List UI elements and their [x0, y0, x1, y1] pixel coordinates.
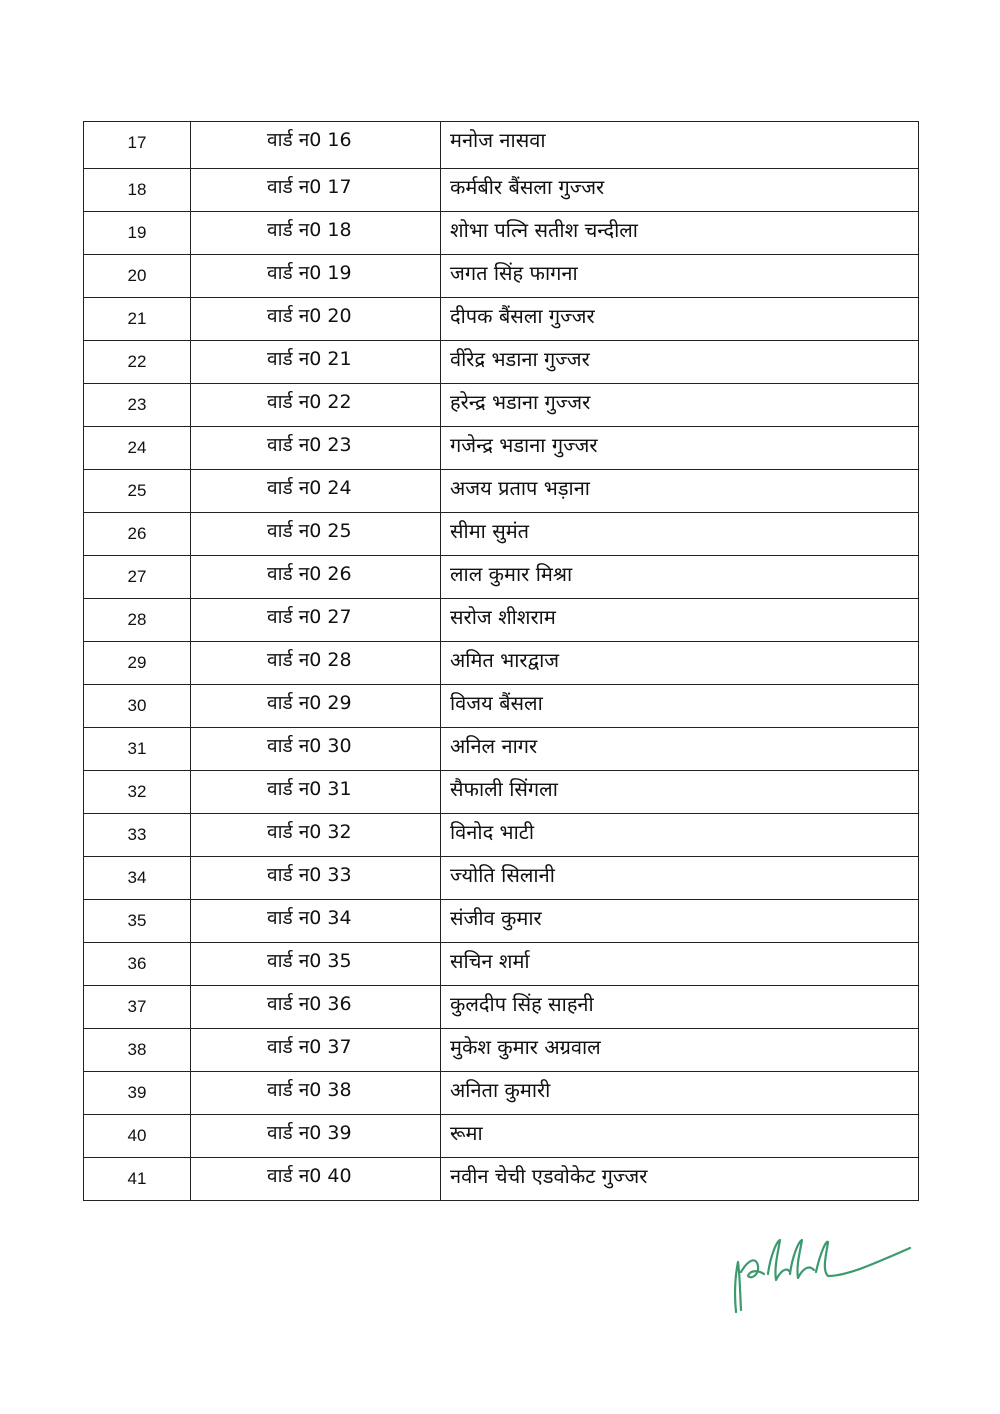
- table-row: [84, 1072, 919, 1115]
- table-row: [84, 427, 919, 470]
- serial-number-cell: [84, 857, 191, 900]
- table-row: [84, 986, 919, 1029]
- serial-number: 40: [127, 1126, 147, 1145]
- ward-number-cell: [191, 513, 441, 556]
- table-row: [84, 212, 919, 255]
- ward-number-cell: [191, 599, 441, 642]
- serial-number-cell: [84, 771, 191, 814]
- table-row: [84, 384, 919, 427]
- ward-number: वार्ड न0 17: [267, 176, 352, 198]
- serial-number-cell: [84, 599, 191, 642]
- ward-number: वार्ड न0 29: [267, 692, 352, 714]
- table-row: [84, 122, 919, 169]
- candidate-name-cell: [441, 556, 919, 599]
- candidate-name-cell: [441, 1115, 919, 1158]
- table-row: [84, 255, 919, 298]
- ward-number: वार्ड न0 30: [267, 735, 352, 757]
- serial-number-cell: [84, 384, 191, 427]
- candidate-name: सैफाली सिंगला: [450, 777, 558, 801]
- candidate-name: रूमा: [450, 1121, 483, 1145]
- serial-number-cell: [84, 1115, 191, 1158]
- table-row: [84, 771, 919, 814]
- table-row: [84, 341, 919, 384]
- table-row: [84, 900, 919, 943]
- serial-number-cell: [84, 986, 191, 1029]
- ward-number: वार्ड न0 21: [267, 348, 352, 370]
- ward-number-cell: [191, 1158, 441, 1201]
- candidate-name-cell: [441, 814, 919, 857]
- serial-number: 31: [127, 739, 147, 758]
- candidate-name: सीमा सुमंत: [450, 519, 530, 543]
- serial-number-cell: [84, 298, 191, 341]
- candidate-name: अनिल नागर: [450, 734, 538, 758]
- table-row: [84, 857, 919, 900]
- candidate-name-cell: [441, 341, 919, 384]
- ward-number-cell: [191, 943, 441, 986]
- serial-number-cell: [84, 685, 191, 728]
- serial-number: 20: [127, 266, 147, 285]
- serial-number: 19: [127, 223, 147, 242]
- ward-number: वार्ड न0 20: [267, 305, 352, 327]
- serial-number-cell: [84, 814, 191, 857]
- ward-number: वार्ड न0 18: [267, 219, 352, 241]
- serial-number: 23: [127, 395, 147, 414]
- serial-number-cell: [84, 212, 191, 255]
- ward-number-cell: [191, 384, 441, 427]
- ward-number: वार्ड न0 32: [267, 821, 352, 843]
- candidate-name-cell: [441, 169, 919, 212]
- candidate-name-cell: [441, 900, 919, 943]
- serial-number-cell: [84, 943, 191, 986]
- ward-number-cell: [191, 814, 441, 857]
- ward-number: वार्ड न0 22: [267, 391, 352, 413]
- ward-number: वार्ड न0 33: [267, 864, 352, 886]
- ward-number: वार्ड न0 19: [267, 262, 352, 284]
- table-row: [84, 642, 919, 685]
- serial-number: 21: [127, 309, 147, 328]
- serial-number: 24: [127, 438, 147, 457]
- candidate-name-cell: [441, 1072, 919, 1115]
- ward-number: वार्ड न0 23: [267, 434, 352, 456]
- candidate-name-cell: [441, 122, 919, 169]
- candidate-name: कर्मबीर बैंसला गुज्जर: [450, 175, 605, 199]
- ward-number: वार्ड न0 34: [267, 907, 352, 929]
- candidate-name: हरेन्द्र भडाना गुज्जर: [450, 390, 591, 414]
- serial-number: 26: [127, 524, 147, 543]
- serial-number-cell: [84, 470, 191, 513]
- candidate-name-cell: [441, 427, 919, 470]
- ward-number-cell: [191, 685, 441, 728]
- ward-number-cell: [191, 1115, 441, 1158]
- table-row: [84, 685, 919, 728]
- candidate-name: दीपक बैंसला गुज्जर: [450, 304, 595, 328]
- serial-number: 17: [127, 133, 147, 152]
- ward-number-cell: [191, 470, 441, 513]
- serial-number-cell: [84, 341, 191, 384]
- ward-number-cell: [191, 1029, 441, 1072]
- ward-number: वार्ड न0 24: [267, 477, 352, 499]
- ward-number: वार्ड न0 39: [267, 1122, 352, 1144]
- table-row: [84, 728, 919, 771]
- ward-number-cell: [191, 900, 441, 943]
- candidate-name: सचिन शर्मा: [450, 949, 530, 973]
- table-row: [84, 169, 919, 212]
- candidate-name-cell: [441, 599, 919, 642]
- table-row: [84, 470, 919, 513]
- ward-number-cell: [191, 771, 441, 814]
- serial-number: 35: [127, 911, 147, 930]
- ward-number: वार्ड न0 36: [267, 993, 352, 1015]
- serial-number: 32: [127, 782, 147, 801]
- candidate-name-cell: [441, 212, 919, 255]
- candidate-name: मनोज नासवा: [450, 128, 546, 152]
- serial-number: 34: [127, 868, 147, 887]
- serial-number-cell: [84, 255, 191, 298]
- ward-number-cell: [191, 986, 441, 1029]
- ward-number-cell: [191, 255, 441, 298]
- serial-number: 25: [127, 481, 147, 500]
- ward-number: वार्ड न0 31: [267, 778, 352, 800]
- ward-number-cell: [191, 122, 441, 169]
- ward-number-cell: [191, 169, 441, 212]
- candidate-name: अमित भारद्वाज: [450, 648, 560, 672]
- ward-number: वार्ड न0 38: [267, 1079, 352, 1101]
- candidate-name-cell: [441, 384, 919, 427]
- candidate-name-cell: [441, 685, 919, 728]
- serial-number: 41: [127, 1169, 147, 1188]
- candidate-name-cell: [441, 642, 919, 685]
- ward-number-cell: [191, 728, 441, 771]
- ward-number-cell: [191, 857, 441, 900]
- ward-number-cell: [191, 427, 441, 470]
- candidate-name: वींरेद्र भडाना गुज्जर: [450, 347, 590, 371]
- table-row: [84, 599, 919, 642]
- ward-number: वार्ड न0 27: [267, 606, 352, 628]
- ward-number: वार्ड न0 35: [267, 950, 352, 972]
- table-row: [84, 814, 919, 857]
- candidate-name-cell: [441, 857, 919, 900]
- serial-number-cell: [84, 169, 191, 212]
- serial-number-cell: [84, 427, 191, 470]
- candidate-name: विनोद भाटी: [450, 820, 535, 844]
- candidate-name: गजेन्द्र भडाना गुज्जर: [450, 433, 598, 457]
- serial-number: 36: [127, 954, 147, 973]
- serial-number-cell: [84, 728, 191, 771]
- candidate-name: जगत सिंह फागना: [450, 261, 578, 285]
- serial-number-cell: [84, 556, 191, 599]
- ward-number: वार्ड न0 28: [267, 649, 352, 671]
- candidate-name: विजय बैंसला: [450, 691, 543, 715]
- serial-number-cell: [84, 1072, 191, 1115]
- ward-candidate-table: [83, 121, 919, 1201]
- serial-number: 37: [127, 997, 147, 1016]
- serial-number-cell: [84, 513, 191, 556]
- candidate-name: अजय प्रताप भड़ाना: [450, 476, 590, 500]
- serial-number: 18: [127, 180, 147, 199]
- candidate-name: सरोज शीशराम: [450, 605, 556, 629]
- serial-number-cell: [84, 122, 191, 169]
- serial-number: 29: [127, 653, 147, 672]
- candidate-name: संजीव कुमार: [450, 906, 542, 930]
- candidate-name-cell: [441, 986, 919, 1029]
- candidate-name-cell: [441, 728, 919, 771]
- candidate-name: ज्योति सिलानी: [450, 863, 555, 887]
- candidate-name-cell: [441, 255, 919, 298]
- serial-number: 22: [127, 352, 147, 371]
- ward-number-cell: [191, 298, 441, 341]
- candidate-name: अनिता कुमारी: [450, 1078, 551, 1102]
- ward-number-cell: [191, 642, 441, 685]
- ward-number: वार्ड न0 25: [267, 520, 352, 542]
- table-row: [84, 556, 919, 599]
- ward-number: वार्ड न0 40: [267, 1165, 352, 1187]
- candidate-name: कुलदीप सिंह साहनी: [450, 992, 594, 1016]
- ward-number-cell: [191, 556, 441, 599]
- table-row: [84, 1029, 919, 1072]
- ward-number-cell: [191, 341, 441, 384]
- candidate-name-cell: [441, 771, 919, 814]
- table-row: [84, 513, 919, 556]
- candidate-name-cell: [441, 1029, 919, 1072]
- ward-number-cell: [191, 212, 441, 255]
- ward-number: वार्ड न0 26: [267, 563, 352, 585]
- serial-number: 38: [127, 1040, 147, 1059]
- table-row: [84, 1158, 919, 1201]
- signature-icon: [728, 1232, 918, 1322]
- table-row: [84, 943, 919, 986]
- candidate-name-cell: [441, 470, 919, 513]
- serial-number: 28: [127, 610, 147, 629]
- candidate-name: नवीन चेची एडवोकेट गुज्जर: [450, 1164, 648, 1188]
- serial-number: 27: [127, 567, 147, 586]
- candidate-name: मुकेश कुमार अग्रवाल: [450, 1035, 601, 1059]
- ward-number: वार्ड न0 16: [267, 129, 352, 151]
- serial-number-cell: [84, 900, 191, 943]
- candidate-name-cell: [441, 1158, 919, 1201]
- candidate-name-cell: [441, 943, 919, 986]
- serial-number: 30: [127, 696, 147, 715]
- serial-number-cell: [84, 642, 191, 685]
- candidate-name: लाल कुमार मिश्रा: [450, 562, 573, 586]
- candidate-name-cell: [441, 513, 919, 556]
- candidate-name-cell: [441, 298, 919, 341]
- ward-number-cell: [191, 1072, 441, 1115]
- serial-number: 33: [127, 825, 147, 844]
- ward-number: वार्ड न0 37: [267, 1036, 352, 1058]
- candidate-name: शोभा पत्नि सतीश चन्दीला: [450, 218, 638, 242]
- serial-number-cell: [84, 1029, 191, 1072]
- serial-number-cell: [84, 1158, 191, 1201]
- serial-number: 39: [127, 1083, 147, 1102]
- table-row: [84, 1115, 919, 1158]
- table-body: [84, 122, 919, 1201]
- table-row: [84, 298, 919, 341]
